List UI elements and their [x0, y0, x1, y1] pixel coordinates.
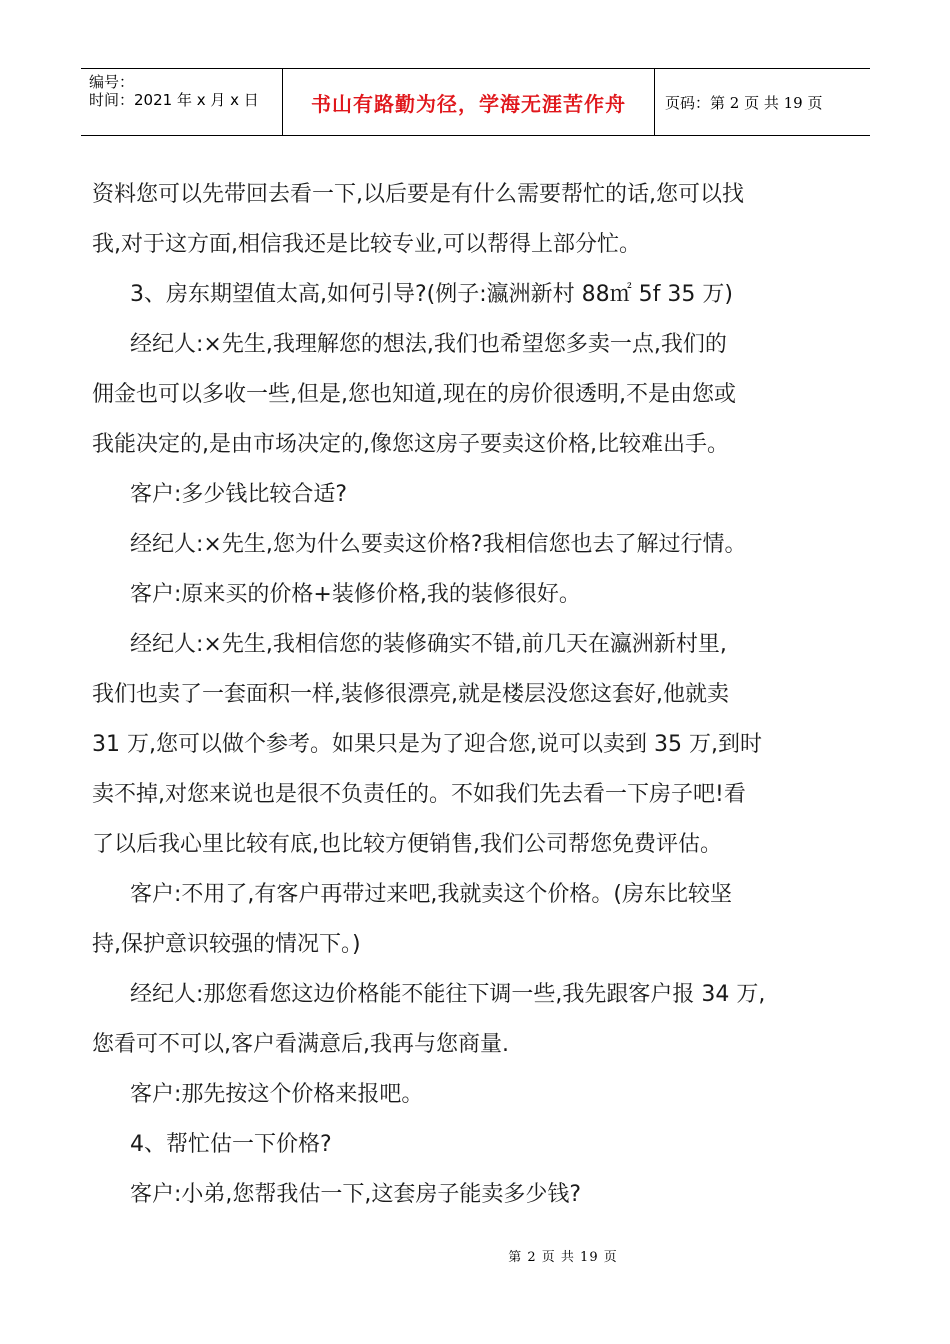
text-line: 资料您可以先带回去看一下,以后要是有什么需要帮忙的话,您可以找	[92, 182, 744, 207]
text-line: 卖不掉,对您来说也是很不负责任的。不如我们先去看一下房子吧!看	[92, 782, 746, 807]
footer-page-number: 第 2 页 共 19 页	[508, 1250, 618, 1265]
text-line: 经纪人:×先生,我相信您的装修确实不错,前几天在瀛洲新村里,	[130, 632, 727, 657]
header-motto: 书山有路勤为径，学海无涯苦作舟	[283, 69, 655, 135]
text-line: 我能决定的,是由市场决定的,像您这房子要卖这价格,比较难出手。	[92, 432, 729, 457]
text-line: 我,对于这方面,相信我还是比较专业,可以帮得上部分忙。	[92, 232, 641, 257]
text-line: 客户:原来买的价格+装修价格,我的装修很好。	[130, 582, 581, 607]
page-header	[81, 68, 870, 136]
text-line: 客户:小弟,您帮我估一下,这套房子能卖多少钱?	[130, 1182, 582, 1207]
page-footer	[0, 1246, 950, 1265]
text-line: 佣金也可以多收一些,但是,您也知道,现在的房价很透明,不是由您或	[92, 382, 736, 407]
text-line: 我们也卖了一套面积一样,装修很漂亮,就是楼层没您这套好,他就卖	[92, 682, 729, 707]
section-heading: 4、帮忙估一下价格?	[130, 1132, 332, 1157]
text-line: 了以后我心里比较有底,也比较方便销售,我们公司帮您免费评估。	[92, 832, 722, 857]
text-line: 经纪人:×先生,我理解您的想法,我们也希望您多卖一点,我们的	[130, 332, 727, 357]
text-line: 客户:多少钱比较合适?	[130, 482, 348, 507]
text-line: 经纪人:那您看您这边价格能不能往下调一些,我先跟客户报 34 万,	[130, 982, 766, 1007]
text-line: 经纪人:×先生,您为什么要卖这价格?我相信您也去了解过行情。	[130, 532, 747, 557]
text-line: 客户:那先按这个价格来报吧。	[130, 1082, 424, 1107]
text-line: 您看可不可以,客户看满意后,我再与您商量.	[92, 1032, 509, 1057]
text-line: 客户:不用了,有客户再带过来吧,我就卖这个价格。(房东比较坚	[130, 882, 732, 907]
header-number-label: 编号：	[89, 73, 135, 91]
text-line: 31 万,您可以做个参考。如果只是为了迎合您,说可以卖到 35 万,到时	[92, 732, 762, 757]
header-time-label: 时间：2021 年 x 月 x 日	[89, 91, 259, 109]
section-heading: 3、房东期望值太高,如何引导?(例子:瀛洲新村 88㎡ 5f 35 万)	[130, 282, 733, 307]
document-body	[92, 170, 867, 1220]
header-meta	[81, 69, 283, 135]
text-line: 持,保护意识较强的情况下。)	[92, 932, 361, 957]
header-page-info: 页码：第 2 页 共 19 页	[665, 93, 823, 112]
